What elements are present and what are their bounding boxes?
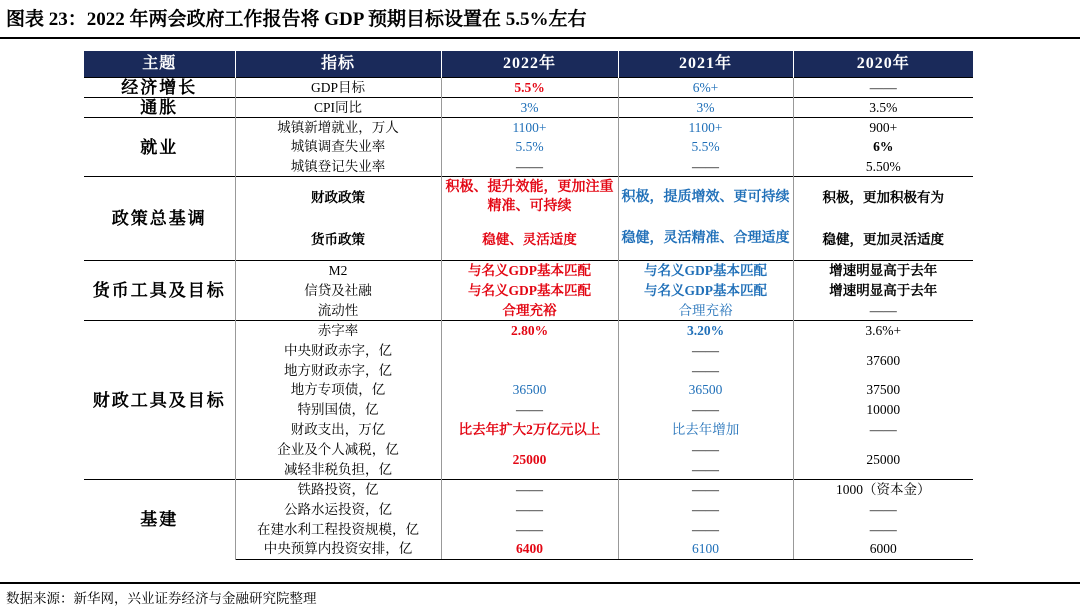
indicator-cell: 中央预算内投资安排，亿: [235, 539, 441, 559]
value-2021: 与名义GDP基本匹配: [618, 281, 793, 301]
value-2022: ——: [441, 157, 618, 177]
value-2021: 3.20%: [618, 321, 793, 341]
header-topic: 主题: [84, 51, 235, 78]
table-row: [84, 261, 973, 281]
indicator-cell: 赤字率: [235, 321, 441, 341]
gdp-target-table: [84, 51, 973, 560]
table-row: [84, 177, 973, 219]
indicator-cell: 财政支出，万亿: [235, 420, 441, 440]
value-2021: 积极，提质增效、更可持续: [618, 177, 793, 219]
value-2022: 6400: [441, 539, 618, 559]
value-2022: 1100+: [441, 117, 618, 137]
value-2021: 稳健，灵活精准、合理适度: [618, 219, 793, 261]
value-2020: 1000（资本金）: [793, 480, 973, 500]
value-2020: ——: [869, 521, 897, 537]
category-cell: 货币工具及目标: [84, 261, 235, 321]
table-row: [84, 480, 973, 500]
value-2020: 6000: [793, 539, 973, 559]
value-2021: ——: [618, 157, 793, 177]
value-2021: 6%+: [618, 78, 793, 98]
indicator-cell: 企业及个人减税，亿: [235, 440, 441, 460]
value-2022: 5.5%: [441, 137, 618, 157]
value-2022: 5.5%: [441, 78, 618, 98]
indicator-cell: GDP目标: [235, 78, 441, 98]
value-2021: ——: [618, 500, 793, 520]
value-2020: 增速明显高于去年: [829, 283, 938, 299]
category-cell: 财政工具及目标: [84, 321, 235, 480]
value-2020: ——: [793, 78, 973, 98]
table-row: [84, 117, 973, 137]
bottom-rule: [0, 582, 1080, 584]
indicator-cell: 信贷及社融: [235, 281, 441, 301]
category-cell: 通胀: [84, 97, 235, 117]
indicator-cell: 城镇调查失业率: [235, 137, 441, 157]
value-2022: ——: [441, 480, 618, 500]
value-2022: 2.80%: [441, 321, 618, 341]
value-2021: ——: [618, 480, 793, 500]
value-2020: 10000: [866, 402, 901, 418]
value-2021: 36500: [618, 380, 793, 400]
top-rule: [0, 37, 1080, 39]
value-2020: 6%: [873, 139, 894, 155]
indicator-cell: 地方财政赤字，亿: [235, 360, 441, 380]
value-2022: 3%: [441, 97, 618, 117]
header-indicator: 指标: [235, 51, 441, 78]
value-2021: 与名义GDP基本匹配: [618, 261, 793, 281]
table-row: [84, 78, 973, 98]
indicator-cell: CPI同比: [235, 97, 441, 117]
value-2020: 稳健，更加灵活适度: [822, 231, 944, 247]
value-2022: 与名义GDP基本匹配: [441, 281, 618, 301]
indicator-cell: 货币政策: [235, 219, 441, 261]
table-row: [84, 321, 973, 341]
source-note: 数据来源：新华网，兴业证券经济与金融研究院整理: [6, 591, 317, 607]
value-2021: ——: [618, 460, 793, 480]
value-2022: ——: [441, 500, 618, 520]
category-cell: 基建: [84, 480, 235, 560]
table-header-row: [84, 51, 973, 78]
header-2022: 2022年: [441, 51, 618, 78]
value-2021: 6100: [618, 539, 793, 559]
value-2021: ——: [618, 400, 793, 420]
indicator-cell: 减轻非税负担，亿: [235, 460, 441, 480]
value-2021: ——: [618, 360, 793, 380]
indicator-cell: 在建水利工程投资规模，亿: [235, 520, 441, 540]
value-2020: 37600: [866, 352, 901, 368]
figure-title: 图表 23：2022 年两会政府工作报告将 GDP 预期目标设置在 5.5%左右: [6, 9, 587, 30]
value-2020: 增速明显高于去年: [793, 261, 973, 281]
header-2020: 2020年: [793, 51, 973, 78]
value-2020: 积极，更加积极有为: [793, 177, 973, 219]
value-2021: ——: [618, 440, 793, 460]
value-2021: ——: [618, 341, 793, 361]
indicator-cell: 流动性: [235, 301, 441, 321]
value-2020: 37500: [866, 382, 901, 398]
value-2021: 合理充裕: [618, 301, 793, 321]
value-2022: ——: [441, 520, 618, 540]
indicator-cell: 地方专项债，亿: [235, 380, 441, 400]
category-cell: 政策总基调: [84, 177, 235, 261]
value-2021: 比去年增加: [618, 420, 793, 440]
value-2022: [441, 360, 618, 380]
value-2020: ——: [869, 302, 897, 318]
value-2020: 900+: [793, 117, 973, 137]
value-2020: ——: [869, 422, 897, 438]
value-2022: 合理充裕: [441, 301, 618, 321]
value-2020: 25000: [866, 451, 901, 467]
header-2021: 2021年: [618, 51, 793, 78]
indicator-cell: 财政政策: [235, 177, 441, 219]
value-2022: 与名义GDP基本匹配: [441, 261, 618, 281]
value-2022: 25000: [441, 440, 618, 480]
value-2022: 比去年扩大2万亿元以上: [441, 420, 618, 440]
value-2021: 3%: [618, 97, 793, 117]
value-2022: [441, 341, 618, 361]
indicator-cell: 城镇新增就业，万人: [235, 117, 441, 137]
value-2021: 5.5%: [618, 137, 793, 157]
indicator-cell: 特别国债，亿: [235, 400, 441, 420]
value-2021: ——: [618, 520, 793, 540]
value-2022: 36500: [441, 380, 618, 400]
value-2020: 3.6%+: [793, 321, 973, 341]
indicator-cell: M2: [235, 261, 441, 281]
indicator-cell: 城镇登记失业率: [235, 157, 441, 177]
indicator-cell: 铁路投资，亿: [235, 480, 441, 500]
indicator-cell: 中央财政赤字，亿: [235, 341, 441, 361]
value-2022: 积极、提升效能，更加注重精准、可持续: [441, 177, 618, 219]
value-2020: ——: [869, 501, 897, 517]
value-2020: 3.5%: [793, 97, 973, 117]
value-2022: 稳健、灵活适度: [441, 219, 618, 261]
category-cell: 就业: [84, 117, 235, 177]
indicator-cell: 公路水运投资，亿: [235, 500, 441, 520]
value-2021: 1100+: [618, 117, 793, 137]
value-2020: 5.50%: [865, 159, 901, 174]
value-2022: ——: [441, 400, 618, 420]
table-row: [84, 97, 973, 117]
category-cell: 经济增长: [84, 78, 235, 98]
